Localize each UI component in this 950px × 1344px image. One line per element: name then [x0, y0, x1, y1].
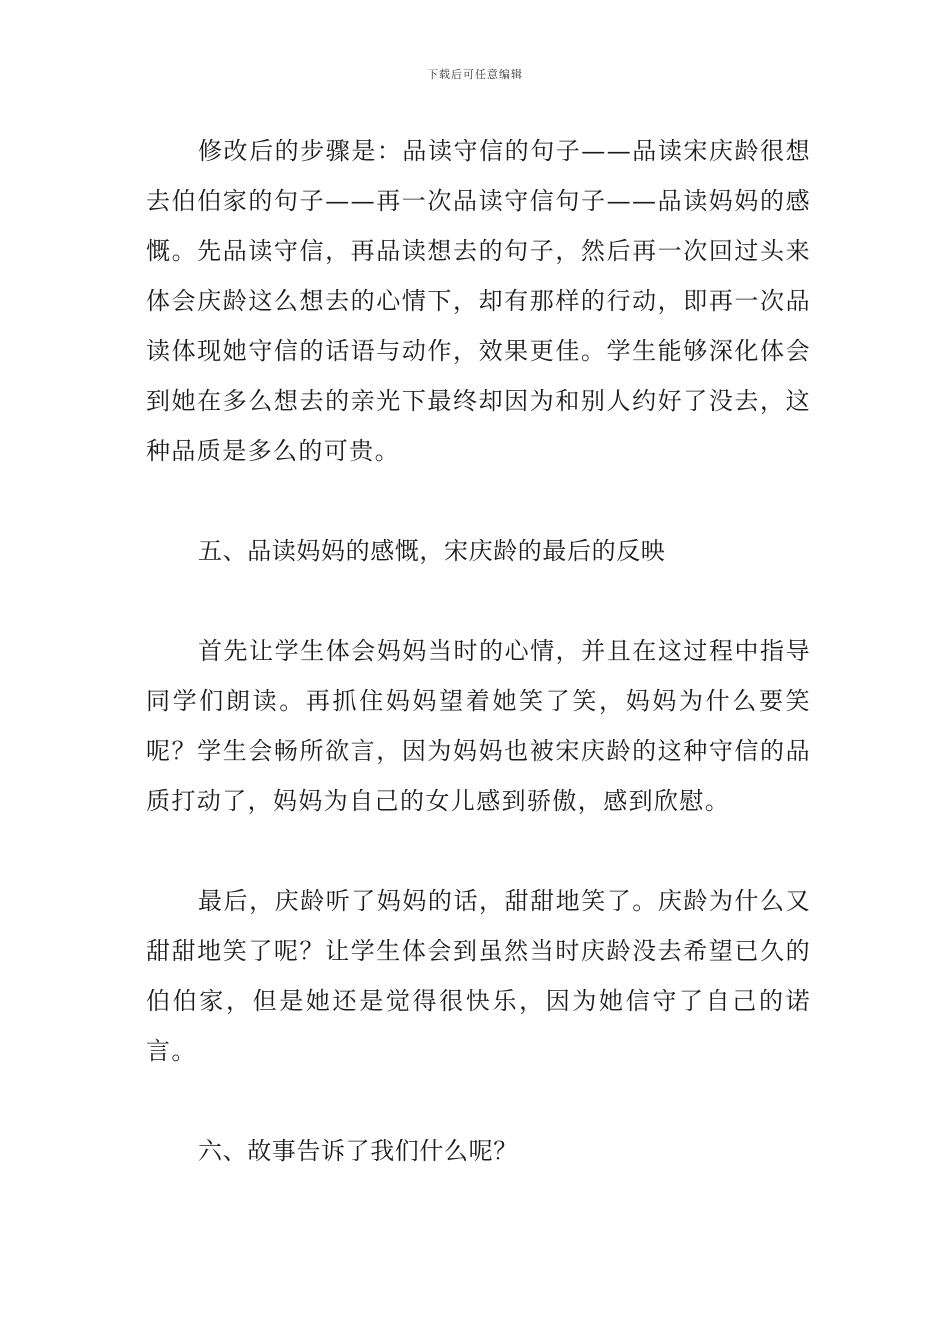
paragraph-mother-feelings: 首先让学生体会妈妈当时的心情，并且在这过程中指导同学们朗读。再抓住妈妈望着她笑了笑，妈妈为什么要笑呢？学生会畅所欲言，因为妈妈也被宋庆龄的这种守信的品质打动了，妈妈为自己的女儿感到骄傲，感到欣慰。	[146, 637, 811, 815]
document-body	[146, 126, 811, 1176]
section-heading-five: 五、品读妈妈的感慨，宋庆龄的最后的反映	[198, 537, 666, 565]
paragraph-revised-steps: 修改后的步骤是：品读守信的句子——品读宋庆龄很想去伯伯家的句子——再一次品读守信句子——品读妈妈的感慨。先品读守信，再品读想去的句子，然后再一次回过头来体会庆龄这么想去的心情下，却有那样的行动，即再一次品读体现她守信的话语与动作，效果更佳。学生能够深化体会到她在多么想去的亲光下最终却因为和别人约好了没去，这种品质是多么的可贵。	[146, 137, 811, 465]
paragraph-gap	[146, 476, 811, 526]
paragraph-gap	[146, 826, 811, 876]
section-heading-six: 六、故事告诉了我们什么呢？	[198, 1137, 518, 1165]
paragraph-gap	[146, 576, 811, 626]
header-note: 下载后可任意编辑	[427, 68, 523, 81]
paragraph-gap	[146, 1076, 811, 1126]
paragraph-qingling-smile: 最后，庆龄听了妈妈的话，甜甜地笑了。庆龄为什么又甜甜地笑了呢？让学生体会到虽然当时庆龄没去希望已久的伯伯家，但是她还是觉得很快乐，因为她信守了自己的诺言。	[146, 887, 811, 1065]
